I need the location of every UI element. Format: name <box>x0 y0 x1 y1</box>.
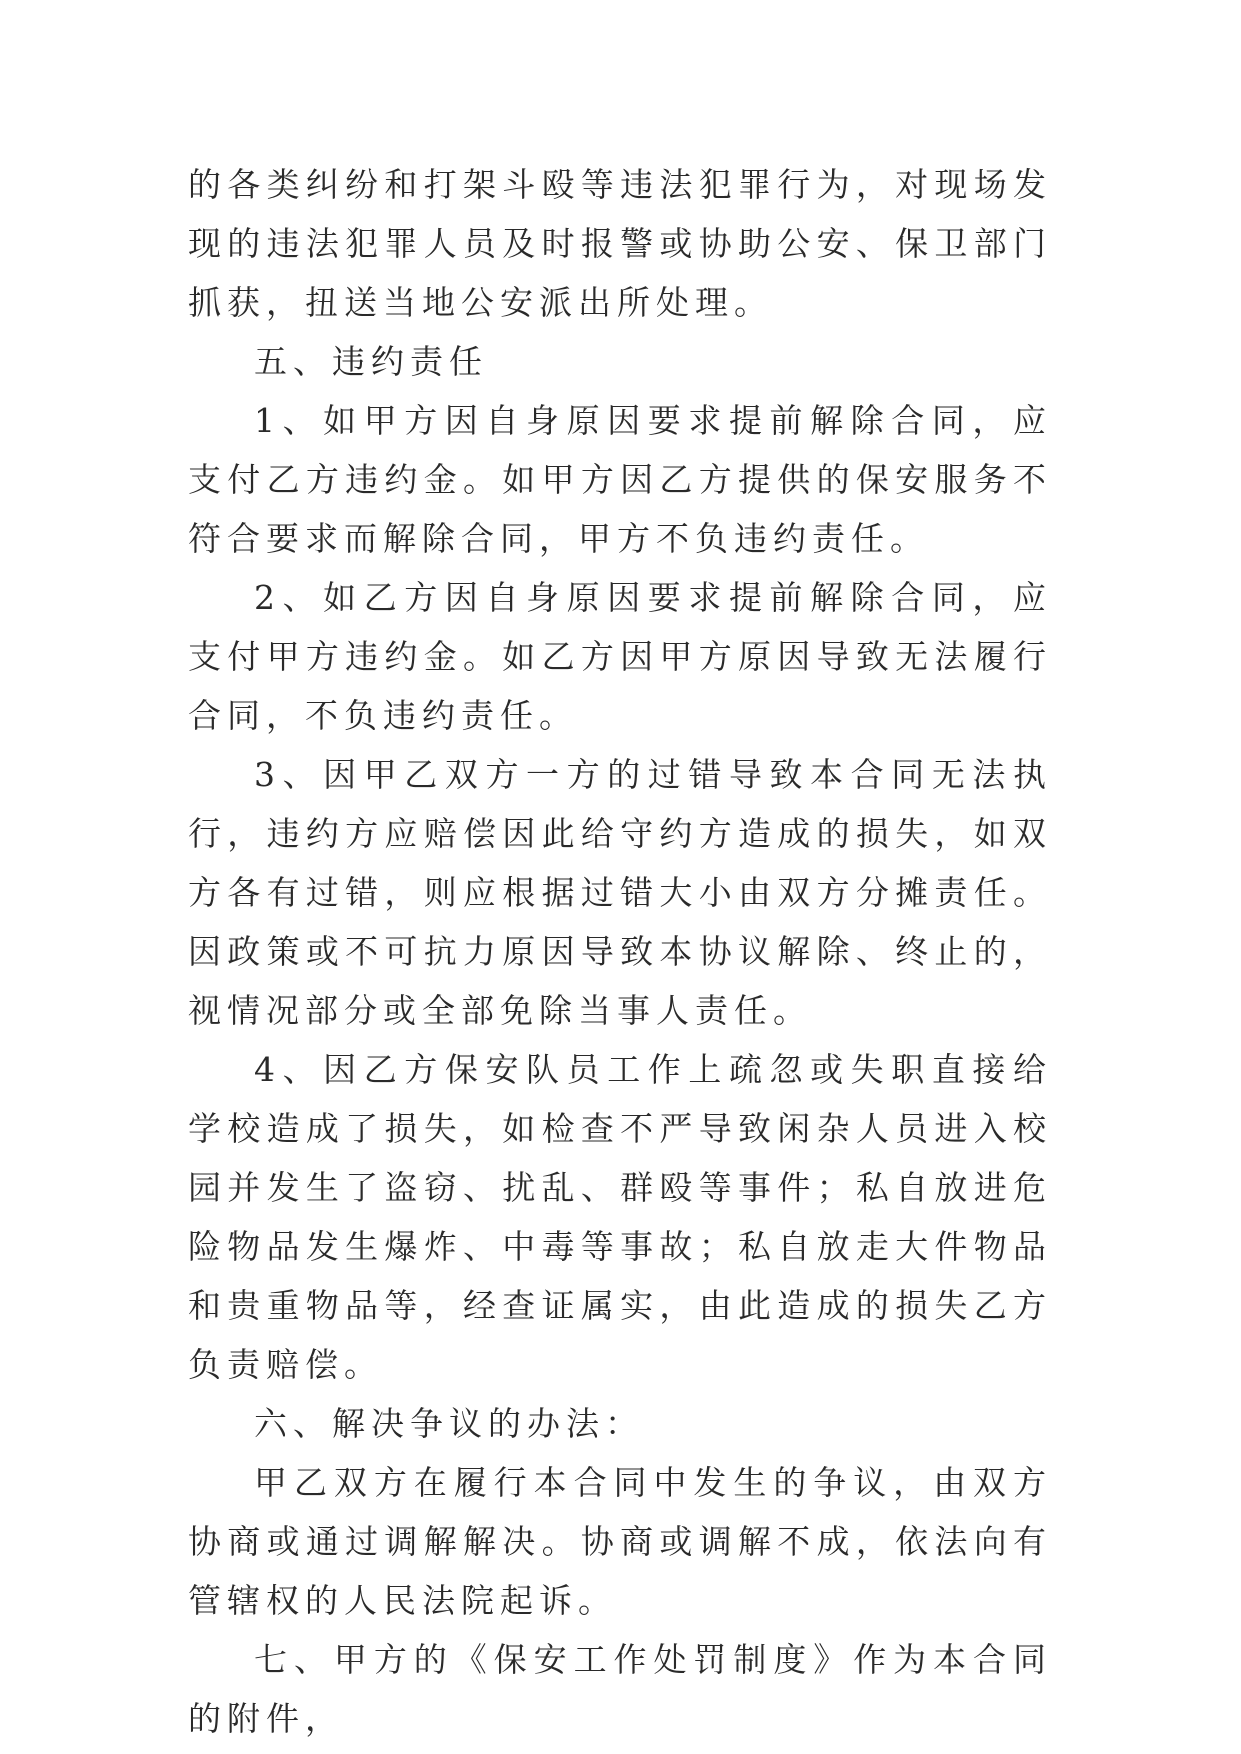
clause-3: 3、因甲乙双方一方的过错导致本合同无法执行，违约方应赔偿因此给守约方造成的损失，如双方各有过错，则应根据过错大小由双方分摊责任。因政策或不可抗力原因导致本协议解除、终止的，视情况部分或全部免除当事人责任。 <box>188 755 1052 1030</box>
section-seven-paragraph: 七、甲方的《保安工作处罚制度》作为本合同的附件， <box>188 1640 1052 1738</box>
dispute-paragraph: 甲乙双方在履行本合同中发生的争议，由双方协商或通过调解解决。协商或调解不成，依法向有管辖权的人民法院起诉。 <box>188 1463 1052 1620</box>
clause-2: 2、如乙方因自身原因要求提前解除合同，应支付甲方违约金。如乙方因甲方原因导致无法履行合同，不负违约责任。 <box>188 578 1052 735</box>
document-body <box>188 155 1052 1748</box>
paragraph-continuation: 的各类纠纷和打架斗殴等违法犯罪行为，对现场发现的违法犯罪人员及时报警或协助公安、保卫部门抓获，扭送当地公安派出所处理。 <box>188 165 1052 322</box>
section-heading-dispute: 六、解决争议的办法： <box>254 1404 644 1443</box>
clause-4: 4、因乙方保安队员工作上疏忽或失职直接给学校造成了损失，如检查不严导致闲杂人员进入校园并发生了盗窃、扰乱、群殴等事件；私自放进危险物品发生爆炸、中毒等事故；私自放走大件物品和贵重物品等，经查证属实，由此造成的损失乙方负责赔偿。 <box>188 1050 1052 1384</box>
clause-1: 1、如甲方因自身原因要求提前解除合同，应支付乙方违约金。如甲方因乙方提供的保安服务不符合要求而解除合同，甲方不负违约责任。 <box>188 401 1052 558</box>
section-heading-breach: 五、违约责任 <box>254 342 488 381</box>
